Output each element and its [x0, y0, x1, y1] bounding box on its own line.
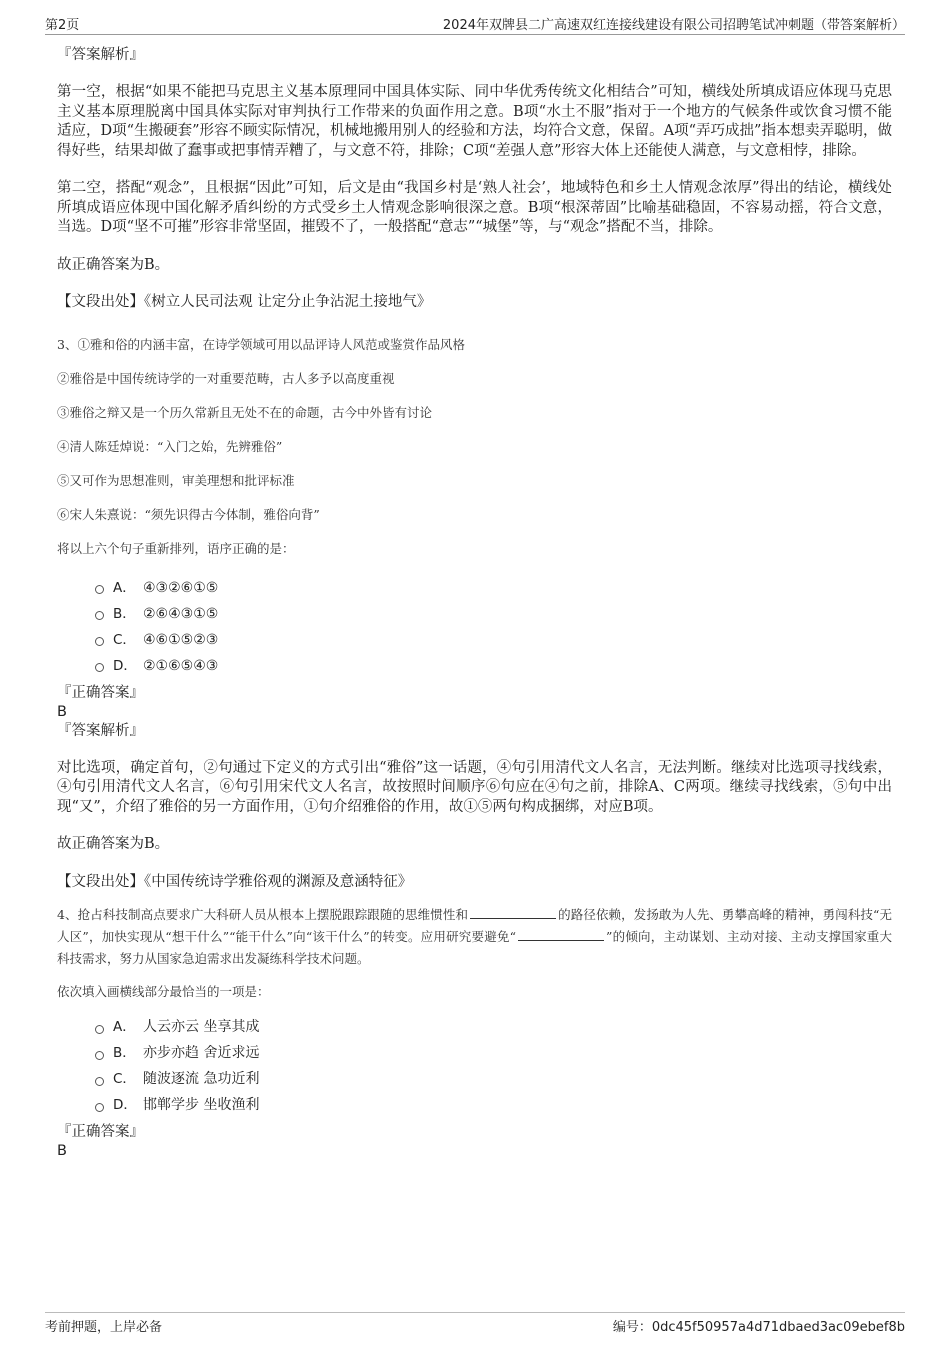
q2-source: 【文段出处】《树立人民司法观 让定分止争沾泥土接地气》 — [57, 294, 432, 310]
q4-option-b[interactable]: B． 亦步亦趋 舍近求远 — [95, 1040, 892, 1066]
q3-conclusion: 故正确答案为B。 — [57, 836, 170, 852]
q4-option-c[interactable]: C． 随波逐流 急功近利 — [95, 1066, 892, 1092]
q3-analysis-label: 『答案解析』 — [57, 722, 144, 739]
q3-analysis: 对比选项，确定首句，②句通过下定义的方式引出“雅俗”这一话题，④句引用清代文人名言，无法判断。继续对比选项寻找线索，④句引用清代文人名言，⑥句引用宋代文人名言，故按照时间顺序⑥句应在④句之前，排除A、C两项。继续寻找线索，⑤句中出现“又”，介绍了雅俗的另一方面作用，①句介绍雅俗的作用，故①⑤两句构成捆绑，对应B项。 — [57, 759, 892, 815]
q3-answer: B — [57, 703, 67, 720]
q2-analysis-label: 『答案解析』 — [57, 47, 144, 63]
q3-sentence-4: ④清人陈廷焯说：“入门之始，先辨雅俗” — [57, 438, 283, 454]
q3-sentence-2: ②雅俗是中国传统诗学的一对重要范畴，古人多予以高度重视 — [57, 370, 395, 386]
radio-icon[interactable] — [95, 1103, 104, 1112]
q3-option-d[interactable]: D． ②①⑥⑤④③ — [95, 653, 892, 679]
document-title: 2024年双牌县二广高速双红连接线建设有限公司招聘笔试冲刺题（带答案解析） — [442, 18, 905, 33]
q3-stem — [57, 335, 892, 559]
q2-conclusion: 故正确答案为B。 — [57, 256, 170, 273]
q4-answer-label: 『正确答案』 — [57, 1124, 144, 1140]
page-footer — [45, 1312, 905, 1338]
q3-sentence-6: ⑥宋人朱熹说：“须先识得古今体制，雅俗向背” — [57, 506, 320, 522]
radio-icon[interactable] — [95, 1051, 104, 1060]
q3-options — [95, 575, 892, 679]
q3-option-b[interactable]: B． ②⑥④③①⑤ — [95, 601, 892, 627]
q4-options — [95, 1014, 892, 1118]
footer-slogan: 考前押题，上岸必备 — [45, 1320, 163, 1335]
main-content — [57, 45, 892, 1160]
q3-answer-label: 『正确答案』 — [57, 684, 144, 701]
q3-option-c[interactable]: C． ④⑥①⑤②③ — [95, 627, 892, 653]
q4-option-a[interactable]: A． 人云亦云 坐享其成 — [95, 1014, 892, 1040]
radio-icon[interactable] — [95, 611, 104, 620]
blank-2 — [518, 928, 604, 941]
q3-sentence-5: ⑤又可作为思想准则，审美理想和批评标准 — [57, 472, 295, 488]
radio-icon[interactable] — [95, 637, 104, 646]
q3-prompt: 将以上六个句子重新排列，语序正确的是： — [57, 540, 295, 556]
q3-sentence-3: ③雅俗之辩又是一个历久常新且无处不在的命题，古今中外皆有讨论 — [57, 404, 433, 420]
q3-source: 【文段出处】《中国传统诗学雅俗观的渊源及意涵特征》 — [57, 873, 413, 890]
radio-icon[interactable] — [95, 663, 104, 672]
q2-analysis-para2: 第二空，搭配“观念”，且根据“因此”可知，后文是由“我国乡村是‘熟人社会’，地域特色和乡土人情观念浓厚”得出的结论，横线处所填成语应体现中国化解矛盾纠纷的方式受乡土人情观念影响很深之意。B项“根深蒂固”比喻基础稳固，不容易动摇，符合文意，当选。D项“坚不可摧”形容非常坚固，摧毁不了，一般搭配“意志”“城堡”等，与“观念”搭配不当，排除。 — [57, 180, 892, 235]
footer-serial: 编号：0dc45f50957a4d71dbaed3ac09ebef8b — [612, 1320, 905, 1335]
radio-icon[interactable] — [95, 585, 104, 594]
q4-prompt: 依次填入画横线部分最恰当的一项是： — [57, 984, 270, 999]
q2-analysis-para1: 第一空，根据“如果不能把马克思主义基本原理同中国具体实际、同中华优秀传统文化相结合”可知，横线处所填成语应体现马克思主义基本原理脱离中国具体实际对审判执行工作带来的负面作用之意。B项“水土不服”指对于一个地方的气候条件或饮食习惯不能适应，D项“生搬硬套”形容不顾实际情况，机械地搬用别人的经验和方法，均符合文意，保留。A项“弄巧成拙”指本想卖弄聪明，做得好些，结果却做了蠢事或把事情弄糟了，与文意不符，排除；C项“差强人意”形容大体上还能使人满意，与文意相悖，排除。 — [57, 84, 892, 159]
page-number: 第2页 — [45, 18, 80, 33]
q3-option-a[interactable]: A． ④③②⑥①⑤ — [95, 575, 892, 601]
q3-sentence-1: 3、①雅和俗的内涵丰富，在诗学领域可用以品评诗人风范或鉴赏作品风格 — [57, 336, 465, 352]
q4-option-d[interactable]: D． 邯郸学步 坐收渔利 — [95, 1092, 892, 1118]
radio-icon[interactable] — [95, 1077, 104, 1086]
q4-answer: B — [57, 1143, 67, 1159]
q4-stem: 4、抢占科技制高点要求广大科研人员从根本上摆脱跟踪跟随的思维惯性和 的路径依赖，发扬敢为人先、勇攀高峰的精神，勇闯科技“无人区”，加快实现从“想干什么”“能干什么”向“该干什么”的转变。应用研究要避免“ ”的倾向，主动谋划、主动对接、主动支撑国家重大科技需求，努力从国家急迫需求出发凝练科学技术问题。 — [57, 907, 892, 966]
radio-icon[interactable] — [95, 1025, 104, 1034]
blank-1 — [470, 906, 556, 919]
page-header — [45, 14, 905, 35]
